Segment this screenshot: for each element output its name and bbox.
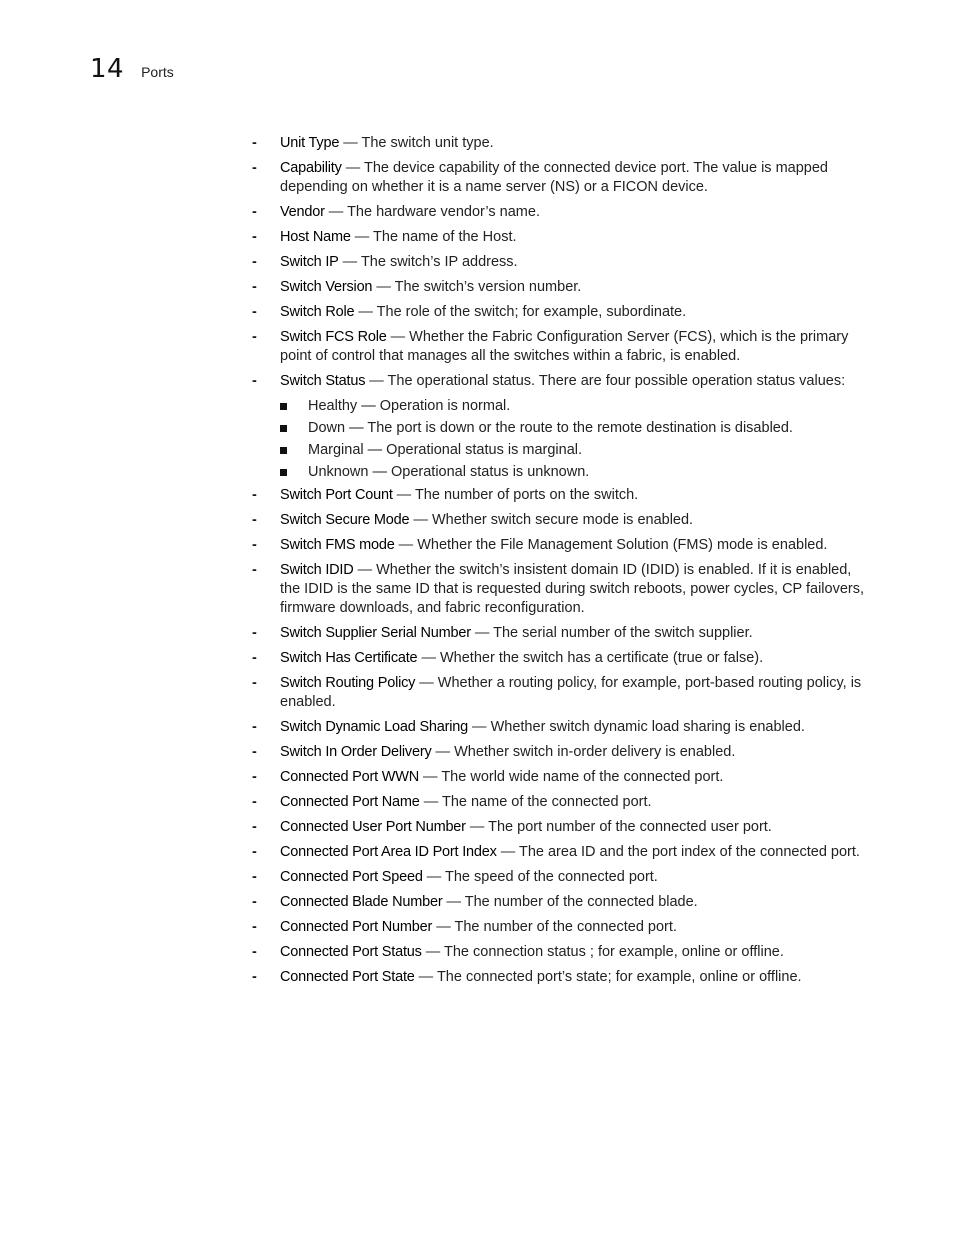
list-item-switch-has-certificate — [250, 649, 875, 668]
list-item-connected-port-wwn — [250, 768, 875, 787]
item-description: The number of ports on the switch. — [414, 487, 639, 503]
item-description: Whether the Fabric Configuration Server (FCS), which is the primary point of control that manages all the switches within a fabric, is enabled. — [280, 329, 849, 364]
item-description: The world wide name of the connected port. — [441, 769, 724, 785]
item-term: Capability — [280, 160, 342, 176]
item-description: The connection status ; for example, online or offline. — [444, 944, 784, 960]
item-term: Connected Port WWN — [280, 769, 420, 785]
item-term: Switch Role — [280, 304, 355, 320]
dash-bullet: - — [252, 625, 257, 641]
dash-bullet: - — [252, 744, 257, 760]
status-value-item — [280, 463, 875, 482]
status-values-list — [280, 397, 875, 482]
item-description: The speed of the connected port. — [445, 869, 658, 885]
item-separator: — — [417, 650, 440, 666]
item-separator: — — [372, 279, 395, 295]
item-separator: — — [394, 537, 418, 553]
item-term: Switch Has Certificate — [280, 650, 418, 666]
list-item-connected-port-area-id-port-index — [250, 843, 875, 862]
item-separator: — — [442, 894, 465, 910]
square-bullet-icon — [280, 403, 287, 410]
item-separator: — — [432, 919, 455, 935]
item-description: The switch’s version number. — [394, 279, 582, 295]
dash-bullet: - — [252, 844, 257, 860]
dash-bullet: - — [252, 794, 257, 810]
dash-bullet: - — [252, 869, 257, 885]
item-term: Switch Status — [280, 373, 366, 389]
list-item-unit-type — [250, 134, 875, 153]
dash-bullet: - — [252, 969, 257, 985]
item-description: The hardware vendor’s name. — [347, 204, 540, 220]
list-item-switch-routing-policy — [250, 674, 875, 712]
dash-bullet: - — [252, 373, 257, 389]
dash-bullet: - — [252, 329, 257, 345]
item-separator: — — [353, 562, 377, 578]
list-item-switch-port-count — [250, 486, 875, 505]
status-value-text: Down — The port is down or the route to the remote destination is disabled. — [308, 420, 793, 436]
item-term: Switch IP — [280, 254, 339, 270]
status-value-text: Unknown — Operational status is unknown. — [308, 464, 590, 480]
list-item-connected-port-status — [250, 943, 875, 962]
dash-bullet: - — [252, 819, 257, 835]
item-term: Switch Supplier Serial Number — [280, 625, 471, 641]
list-item-switch-role — [250, 303, 875, 322]
list-item-capability — [250, 159, 875, 197]
dash-bullet: - — [252, 894, 257, 910]
item-term: Switch Port Count — [280, 487, 393, 503]
list-item-connected-port-state — [250, 968, 875, 987]
dash-bullet: - — [252, 254, 257, 270]
status-value-item — [280, 441, 875, 460]
item-separator: — — [470, 625, 494, 641]
item-term: Switch FMS mode — [280, 537, 395, 553]
item-description: The number of the connected port. — [454, 919, 677, 935]
chapter-number: 14 — [90, 54, 125, 84]
dash-bullet: - — [252, 512, 257, 528]
list-item-vendor — [250, 203, 875, 222]
item-separator: — — [431, 744, 455, 760]
dash-bullet: - — [252, 675, 257, 691]
item-separator: — — [339, 135, 362, 151]
item-term: Switch Routing Policy — [280, 675, 416, 691]
list-item-connected-user-port-number — [250, 818, 875, 837]
item-separator: — — [414, 969, 437, 985]
dash-bullet: - — [252, 769, 257, 785]
item-description: Whether switch in-order delivery is enabled. — [454, 744, 736, 760]
item-term: Switch IDID — [280, 562, 354, 578]
dash-bullet: - — [252, 304, 257, 320]
item-description: The name of the connected port. — [441, 794, 652, 810]
item-separator: — — [409, 512, 432, 528]
item-separator: — — [338, 254, 361, 270]
item-description: The switch unit type. — [361, 135, 494, 151]
list-item-connected-port-speed — [250, 868, 875, 887]
item-separator: — — [350, 229, 374, 245]
dash-bullet: - — [252, 919, 257, 935]
list-item-connected-blade-number — [250, 893, 875, 912]
item-description: Whether the switch’s insistent domain ID (IDID) is enabled. If it is enabled, the IDID is the same ID that is requested during switch reboots, power cycles, CP failovers, firmware downloads, and fabric reconfiguration. — [280, 562, 865, 616]
item-term: Unit Type — [280, 135, 340, 151]
item-term: Connected Port State — [280, 969, 415, 985]
list-item-switch-idid — [250, 561, 875, 618]
dash-bullet: - — [252, 229, 257, 245]
item-separator: — — [419, 794, 442, 810]
item-separator: — — [422, 869, 446, 885]
item-term: Connected Port Status — [280, 944, 422, 960]
status-value-item — [280, 419, 875, 438]
item-term: Switch Secure Mode — [280, 512, 410, 528]
list-item-switch-fms-mode — [250, 536, 875, 555]
definition-list — [250, 134, 875, 993]
status-value-item — [280, 397, 875, 416]
list-item-switch-fcs-role — [250, 328, 875, 366]
item-separator: — — [465, 819, 489, 835]
item-separator: — — [415, 675, 438, 691]
item-description: Whether the File Management Solution (FMS) mode is enabled. — [417, 537, 828, 553]
item-term: Connected Port Speed — [280, 869, 423, 885]
dash-bullet: - — [252, 719, 257, 735]
item-description: The connected port’s state; for example, online or offline. — [436, 969, 802, 985]
square-bullet-icon — [280, 469, 287, 476]
item-term: Host Name — [280, 229, 351, 245]
dash-bullet: - — [252, 160, 257, 176]
list-item-host-name — [250, 228, 875, 247]
page-header — [90, 54, 174, 90]
item-description: Whether switch secure mode is enabled. — [431, 512, 694, 528]
item-description: The area ID and the port index of the connected port. — [518, 844, 860, 860]
item-description: The device capability of the connected device port. The value is mapped depending on whether it is a name server (NS) or a FICON device. — [280, 160, 828, 195]
item-description: The role of the switch; for example, subordinate. — [376, 304, 687, 320]
list-item-switch-ip — [250, 253, 875, 272]
item-description: The name of the Host. — [373, 229, 517, 245]
item-separator: — — [386, 329, 410, 345]
item-term: Connected Port Name — [280, 794, 420, 810]
item-separator: — — [468, 719, 491, 735]
list-item-switch-version — [250, 278, 875, 297]
status-value-text: Marginal — Operational status is marginal. — [308, 442, 583, 458]
item-term: Connected User Port Number — [280, 819, 466, 835]
list-item-switch-secure-mode — [250, 511, 875, 530]
item-separator: — — [365, 373, 388, 389]
list-item-connected-port-number — [250, 918, 875, 937]
item-description: Whether a routing policy, for example, port-based routing policy, is enabled. — [280, 675, 862, 710]
item-term: Switch Version — [280, 279, 373, 295]
square-bullet-icon — [280, 447, 287, 454]
item-separator: — — [392, 487, 415, 503]
list-item-switch-status — [250, 372, 875, 391]
list-item-connected-port-name — [250, 793, 875, 812]
item-description: Whether switch dynamic load sharing is enabled. — [490, 719, 805, 735]
list-item-switch-dynamic-load-sharing — [250, 718, 875, 737]
dash-bullet: - — [252, 135, 257, 151]
item-description: The port number of the connected user port. — [488, 819, 772, 835]
item-description: The number of the connected blade. — [464, 894, 698, 910]
item-term: Switch Dynamic Load Sharing — [280, 719, 469, 735]
item-separator: — — [324, 204, 348, 220]
dash-bullet: - — [252, 562, 257, 578]
list-item-switch-in-order-delivery — [250, 743, 875, 762]
item-description: The operational status. There are four possible operation status values: — [387, 373, 846, 389]
item-term: Connected Port Number — [280, 919, 433, 935]
dash-bullet: - — [252, 537, 257, 553]
item-separator: — — [421, 944, 444, 960]
dash-bullet: - — [252, 279, 257, 295]
dash-bullet: - — [252, 944, 257, 960]
item-description: Whether the switch has a certificate (true or false). — [439, 650, 764, 666]
status-value-text: Healthy — Operation is normal. — [308, 398, 511, 414]
item-term: Switch FCS Role — [280, 329, 387, 345]
dash-bullet: - — [252, 650, 257, 666]
list-item-switch-supplier-serial-number — [250, 624, 875, 643]
item-separator: — — [354, 304, 377, 320]
item-term: Switch In Order Delivery — [280, 744, 432, 760]
item-term: Vendor — [280, 204, 325, 220]
item-separator: — — [496, 844, 519, 860]
item-term: Connected Blade Number — [280, 894, 443, 910]
item-separator: — — [341, 160, 364, 176]
item-term: Connected Port Area ID Port Index — [280, 844, 497, 860]
item-separator: — — [419, 769, 442, 785]
dash-bullet: - — [252, 487, 257, 503]
item-description: The switch’s IP address. — [360, 254, 518, 270]
item-description: The serial number of the switch supplier. — [493, 625, 753, 641]
dash-bullet: - — [252, 204, 257, 220]
chapter-title: Ports — [141, 64, 174, 80]
square-bullet-icon — [280, 425, 287, 432]
